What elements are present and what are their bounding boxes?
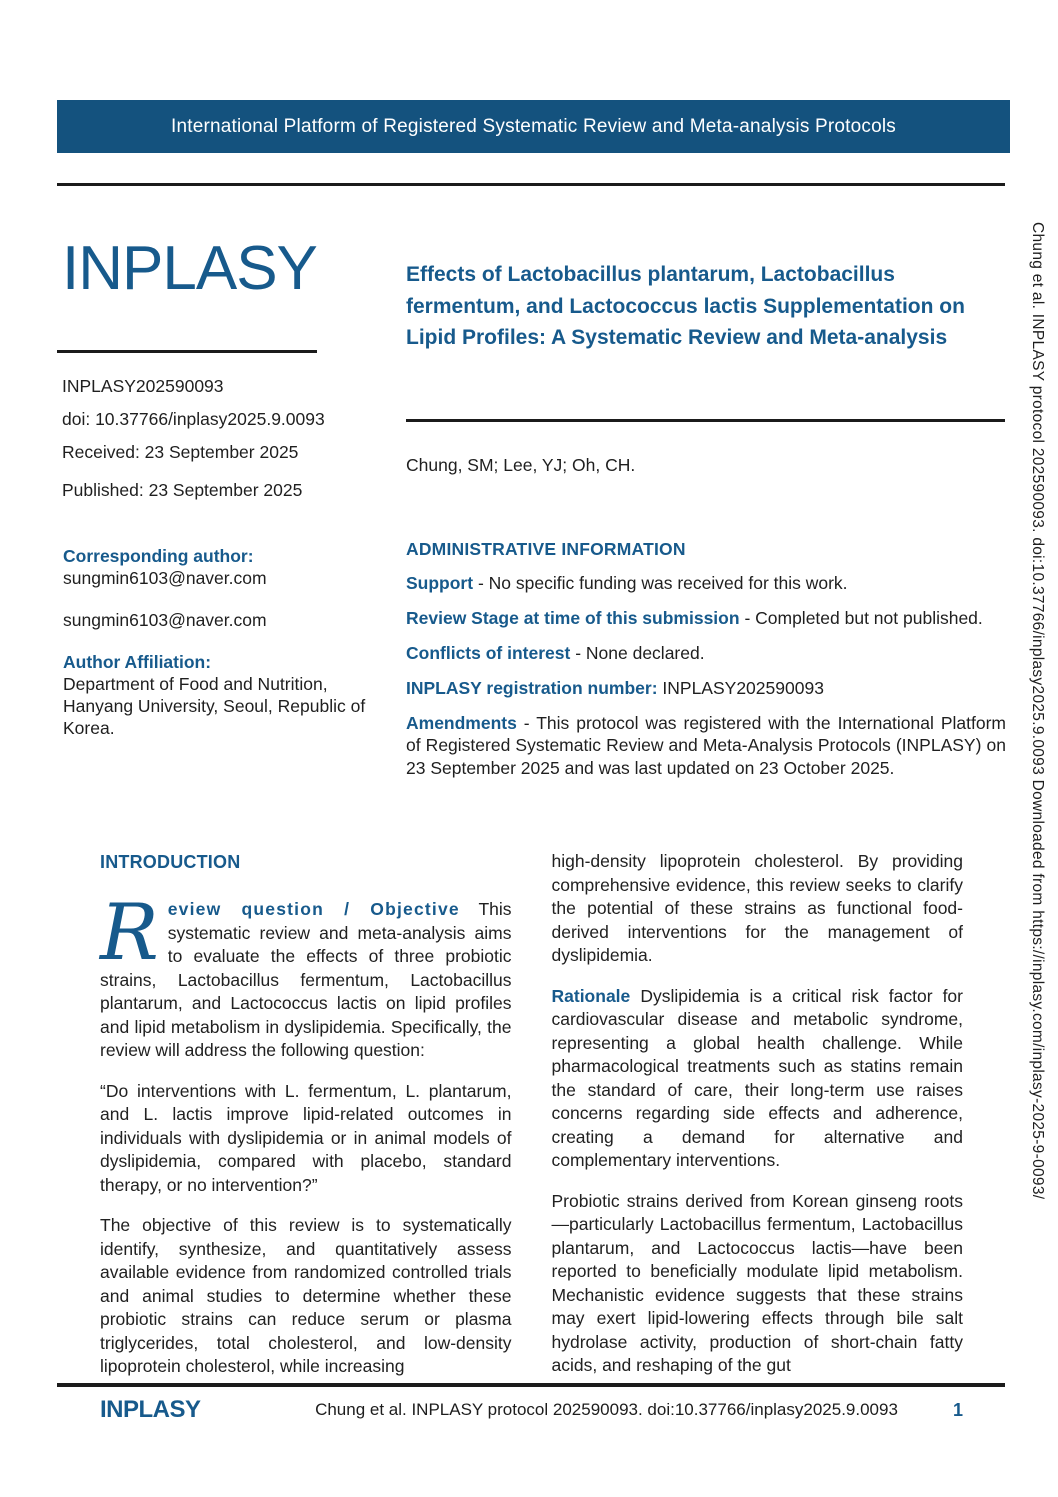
- admin-heading: ADMINISTRATIVE INFORMATION: [406, 539, 686, 559]
- support-line: [406, 572, 1006, 595]
- objective-text: This systematic review and meta-analysis aims to evaluate the effects of three probiotic strains, Lactobacillus fermentum, Lactobacillus plantarum, and Lactococcus lactis on lipid profiles and lipid metabolism in dyslipidemia. Specifically, the review will address the following question:: [100, 899, 512, 1060]
- continuation-paragraph: high-density lipoprotein cholesterol. By providing comprehensive evidence, this review seeks to clarify the potential of these strains as functional food-derived interventions for the management of dyslipidemia.: [551, 851, 963, 965]
- support-label: Support: [406, 572, 474, 593]
- published-date: Published: 23 September 2025: [62, 480, 303, 500]
- review-stage-text: - Completed but not published.: [744, 607, 983, 628]
- registration-line: [406, 677, 1006, 700]
- conflicts-label: Conflicts of interest: [406, 642, 571, 663]
- registration-meta: [62, 370, 325, 507]
- registration-id: INPLASY202590093: [62, 376, 224, 396]
- page-number: 1: [952, 1399, 963, 1420]
- banner: [57, 100, 1010, 153]
- conflicts-text: - None declared.: [575, 642, 705, 663]
- header-divider: [57, 183, 1005, 186]
- footer-citation: Chung et al. INPLASY protocol 202590093. doi:10.37766/inplasy2025.9.0093: [315, 1400, 898, 1419]
- drop-cap: R: [100, 888, 159, 978]
- article-title: Effects of Lactobacillus plantarum, Lactobacillus fermentum, and Lactococcus lactis Supplementation on Lipid Profiles: A Systematic Review and Meta-analysis: [406, 263, 965, 349]
- corresponding-author-email: sungmin6103@naver.com: [63, 568, 267, 588]
- banner-title: International Platform of Registered Systematic Review and Meta-analysis Protocols: [171, 115, 896, 137]
- rationale-label: Rationale: [551, 985, 631, 1006]
- rationale-paragraph-2: Probiotic strains derived from Korean ginseng roots—particularly Lactobacillus fermentum, Lactobacillus plantarum, and Lactococcus lactis—have been reported to beneficially modulate lipid metabolism. Mechanistic evidence suggests that these strains may exert lipid-lowering effects through bile salt hydrolase activity, production of short-chain fatty acids, and reshaping of the gut: [551, 1190, 963, 1375]
- title-divider: [406, 419, 1005, 422]
- registration-label: INPLASY registration number:: [406, 677, 658, 698]
- support-text: - No specific funding was received for this work.: [477, 572, 848, 593]
- review-stage-label: Review Stage at time of this submission: [406, 607, 740, 628]
- corresponding-author-label: Corresponding author:: [63, 546, 254, 566]
- footer-divider: [57, 1383, 1005, 1387]
- review-question-paragraph: “Do interventions with L. fermentum, L. plantarum, and L. lactis improve lipid-related outcomes in individuals with dyslipidemia or in animal models of dyslipidemia, compared with placebo, standard therapy, or no intervention?”: [100, 1080, 512, 1195]
- objective-label: eview question / Objective: [167, 899, 460, 919]
- logo-divider: [57, 350, 317, 353]
- amendments-line: [406, 712, 1006, 780]
- rationale-text: Dyslipidemia is a critical risk factor for cardiovascular disease and metabolic syndrome, representing a global health challenge. While pharmacological treatments such as statins remain the standard of care, their long-term use raises concerns regarding side effects and adherence, creating a demand for alternative and complementary interventions.: [551, 985, 963, 1170]
- author-email: sungmin6103@naver.com: [63, 610, 267, 630]
- left-column: [100, 850, 512, 1379]
- administrative-information-section: [406, 538, 1006, 792]
- received-date: Received: 23 September 2025: [62, 442, 299, 462]
- rationale-paragraph: [552, 985, 964, 1173]
- objective-paragraph: [100, 888, 512, 1063]
- corresponding-author-block: [63, 545, 378, 739]
- authors-line: Chung, SM; Lee, YJ; Oh, CH.: [406, 455, 636, 475]
- footer-logo: INPLASY: [100, 1396, 201, 1423]
- introduction-section: [100, 850, 963, 1379]
- review-stage-line: [406, 607, 1006, 630]
- inplasy-logo: INPLASY: [62, 234, 317, 303]
- vertical-citation: Chung et al. INPLASY protocol 202590093. doi:10.37766/inplasy2025.9.0093 Downloaded from https://inplasy.com/inplasy-2025-9-0093/: [1029, 222, 1046, 1200]
- affiliation-label: Author Affiliation:: [63, 652, 212, 672]
- footer: [100, 1396, 963, 1424]
- affiliation-text: Department of Food and Nutrition, Hanyang University, Seoul, Republic of Korea.: [63, 674, 366, 738]
- right-column: [552, 850, 964, 1379]
- amendments-label: Amendments: [406, 712, 517, 733]
- introduction-heading: INTRODUCTION: [100, 852, 241, 872]
- objective-paragraph-2: The objective of this review is to systematically identify, synthesize, and quantitatively assess available evidence from randomized controlled trials and animal studies to determine whether these probiotic strains can reduce serum or plasma triglycerides, total cholesterol, and low-density lipoprotein cholesterol, while increasing: [100, 1215, 512, 1376]
- registration-value: INPLASY202590093: [662, 677, 824, 698]
- doi-line: doi: 10.37766/inplasy2025.9.0093: [62, 409, 325, 429]
- conflicts-line: [406, 642, 1006, 665]
- amendments-text: - This protocol was registered with the International Platform of Registered Systematic Review and Meta-Analysis Protocols (INPLASY) on 23 September 2025 and was last updated on 23 October 2025.: [406, 712, 1006, 778]
